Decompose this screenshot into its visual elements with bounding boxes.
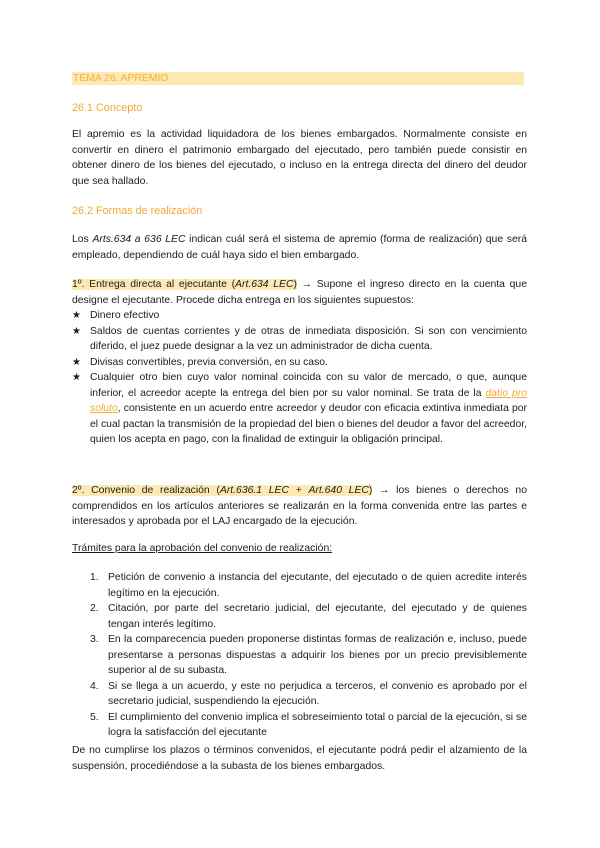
entrega-directa-text: → Supone el ingreso directo en la cuenta que designe el ejecutante. Procede dicha entrega en los siguientes supuestos:	[72, 279, 527, 306]
list-item	[72, 710, 527, 741]
label-text-b: )	[368, 485, 373, 496]
list-item	[72, 632, 527, 679]
formas-intro-paragraph	[72, 232, 527, 263]
list-item-text-cont: , consistente en un acuerdo entre acreedor y deudor con eficacia extintiva inmediata por el cual pactan la transmisión de la propiedad del bien o bienes del deudor a favor del acreedor, quien los acepta en pago, con la finalidad de extinguir la obligación principal.	[90, 403, 527, 445]
tramites-block	[72, 570, 527, 741]
label-plus: +	[288, 485, 309, 496]
supuestos-list	[72, 308, 527, 448]
intro-pre: Los	[72, 234, 93, 245]
page-title: TEMA 26. APREMIO	[73, 72, 169, 84]
label-art: Art.634 LEC	[235, 279, 294, 290]
star-icon: ★	[72, 310, 81, 321]
intro-arts: Arts.634 a 636 LEC	[92, 234, 186, 245]
label-art1: Art.636.1 LEC	[219, 485, 289, 496]
list-item	[72, 679, 527, 710]
step-text: Citación, por parte del secretario judicial, del ejecutante, del ejecutado y de quienes tengan interés legítimo.	[108, 603, 527, 630]
step-number: 4.	[90, 680, 99, 692]
label-text-a: 1º. Entrega directa al ejecutante (	[72, 279, 236, 290]
list-item-text: Saldos de cuentas corrientes y de otras de inmediata disposición. Si son con vencimiento diferido, el juez puede designar a la vez un administrador de dicha cuenta.	[90, 325, 527, 352]
label-text-a: 2º. Convenio de realización (	[72, 485, 220, 496]
closing-paragraph: De no cumplirse los plazos o términos convenidos, el ejecutante podrá pedir el alzamiento de la suspensión, procediéndose a la subasta de los bienes embargados.	[72, 745, 527, 772]
list-item	[72, 601, 527, 632]
label-art2: Art.640 LEC	[308, 485, 369, 496]
star-icon: ★	[72, 325, 81, 337]
entrega-directa-label	[72, 279, 297, 290]
step-number: 3.	[90, 634, 99, 645]
entrega-directa-block	[72, 277, 527, 448]
section-heading-formas: 26.2 Formas de realización	[72, 205, 203, 217]
convenio-paragraph	[72, 483, 527, 530]
step-text: El cumplimiento del convenio implica el sobreseimiento total o parcial de la ejecución, si se logra la satisfacción del ejecutante	[108, 711, 527, 738]
convenio-text: → los bienes o derechos no comprendidos en los artículos anteriores se realizarán en la forma convenida entre las partes e interesados y aprobada por el LAJ encargado de la ejecución.	[72, 485, 527, 527]
step-number: 2.	[90, 603, 99, 614]
step-number: 1.	[90, 572, 99, 583]
label-text-b: )	[293, 279, 297, 290]
step-text: Si se llega a un acuerdo, y este no perjudica a terceros, el convenio es aprobado por el secretario judicial, suspendiendo la ejecución.	[108, 680, 527, 707]
star-icon: ★	[72, 356, 81, 368]
intro-post: indican cuál será el sistema de apremio (forma de realización) que será empleado, dependiendo de cuál haya sido el bien embargado.	[72, 234, 528, 261]
list-item	[72, 308, 527, 324]
list-item-text: Cualquier otro bien cuyo valor nominal coincida con su valor de mercado, o que, aunque inferior, el acreedor acepte la entrega del bien por su valor nominal. Se trata de la	[90, 372, 527, 399]
list-item	[72, 370, 527, 448]
concepto-paragraph: El apremio es la actividad liquidadora de los bienes embargados. Normalmente consiste en convertir en dinero el patrimonio embargado del ejecutado, pero también puede consistir en obtener dinero de los bienes del ejecutado, o incluso en la entrega directa del dinero del deudor que sea hallado.	[72, 129, 527, 187]
list-item	[72, 355, 527, 371]
list-item-text: Dinero efectivo	[90, 310, 160, 321]
step-text: Petición de convenio a instancia del ejecutante, del ejecutado o de quien acredite interés legítimo en la ejecución.	[108, 572, 527, 599]
list-item	[72, 324, 527, 355]
tramites-heading: Trámites para la aprobación del convenio de realización:	[72, 543, 333, 554]
step-number: 5.	[90, 711, 99, 723]
tramites-list	[72, 570, 527, 741]
datio-pro-soluto-link[interactable]: datio pro soluto	[90, 387, 527, 414]
step-text: En la comparecencia pueden proponerse distintas formas de realización e, incluso, puede presentarse a personas dispuestas a adquirir los bienes por un precio previsiblemente superior al de su subasta.	[108, 634, 527, 676]
star-icon: ★	[72, 372, 81, 383]
convenio-label	[72, 485, 372, 496]
entrega-directa-paragraph	[72, 277, 527, 308]
list-item	[72, 570, 527, 601]
section-heading-concepto: 26.1 Concepto	[72, 102, 143, 114]
list-item-text: Divisas convertibles, previa conversión, en su caso.	[90, 356, 328, 368]
